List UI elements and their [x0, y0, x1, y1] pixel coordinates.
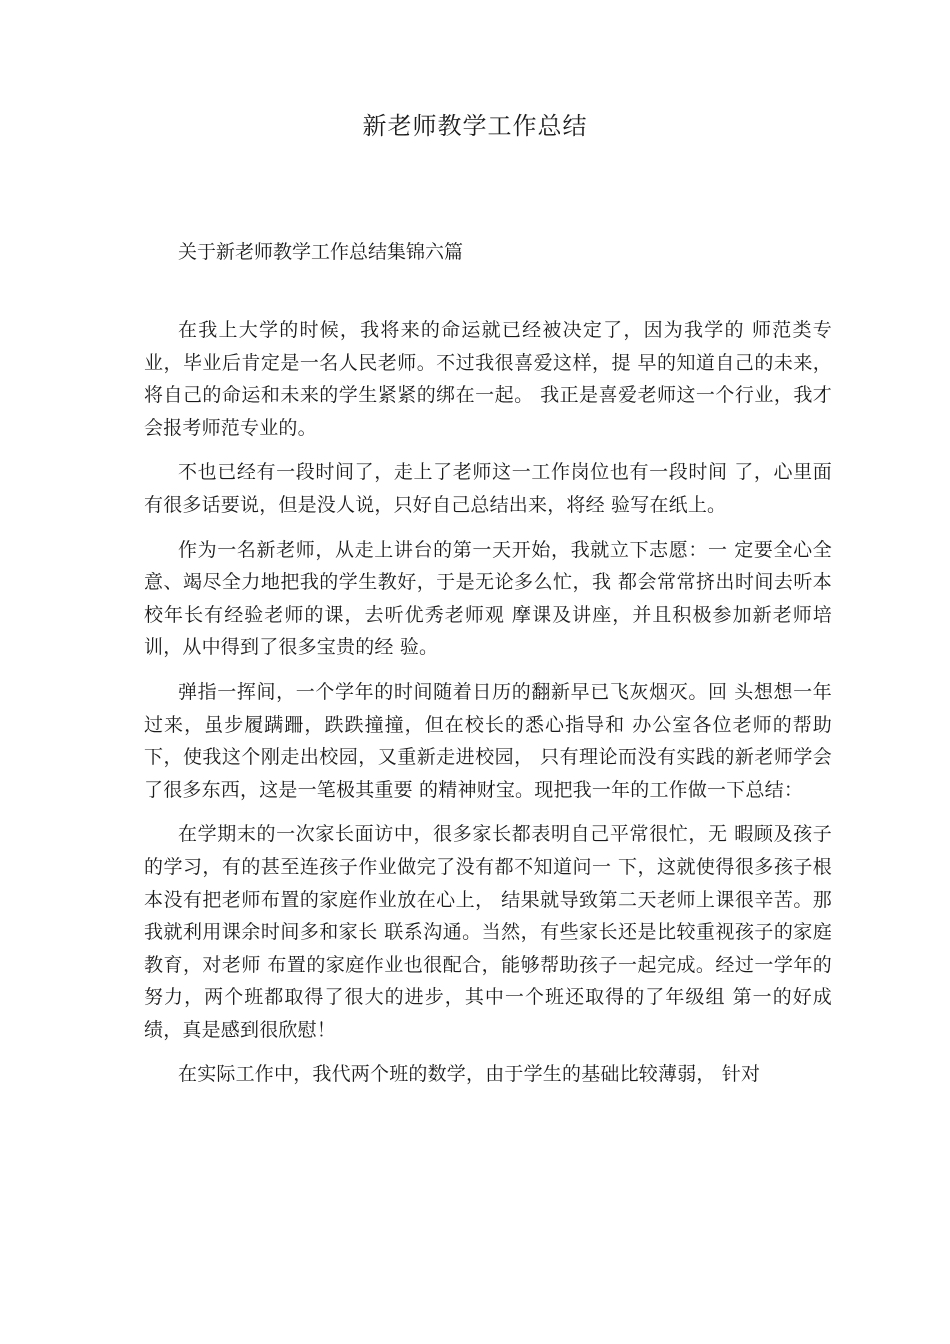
paragraph: 在实际工作中，我代两个班的数学，由于学生的基础比较薄弱， 针对 [178, 1063, 761, 1086]
paragraph: 在我上大学的时候，我将来的命运就已经被决定了，因为我学的 师范类专业，毕业后肯定是一名人民老师。不过我很喜爱这样，提 早的知道自己的未来，将自己的命运和未来的学生紧紧的绑在一起。 我正是喜爱老师这一个行业，我才会报考师范专业的。 [144, 319, 832, 439]
paragraph: 不也已经有一段时间了，走上了老师这一工作岗位也有一段时间 了，心里面有很多话要说，但是没人说，只好自己总结出来，将经 验写在纸上。 [144, 461, 832, 516]
paragraph: 弹指一挥间，一个学年的时间随着日历的翻新早已飞灰烟灭。回 头想想一年过来，虽步履蹒跚，跌跌撞撞，但在校长的悉心指导和 办公室各位老师的帮助下，使我这个刚走出校园，又重新走进校园， 只有理论而没有实践的新老师学会了很多东西，这是一笔极其重要 的精神财宝。现把我一年的工作做一下总结： [144, 680, 832, 801]
document-title: 新老师教学工作总结 [362, 112, 588, 140]
paragraph: 作为一名新老师，从走上讲台的第一天开始，我就立下志愿：一 定要全心全意、竭尽全力地把我的学生教好，于是无论多么忙，我 都会常常挤出时间去听本校年长有经验老师的课，去听优秀老师观 摩课及讲座，并且积极参加新老师培训，从中得到了很多宝贵的经 验。 [144, 538, 832, 659]
paragraph: 在学期末的一次家长面访中，很多家长都表明自己平常很忙，无 暇顾及孩子的学习，有的甚至连孩子作业做完了没有都不知道问一 下，这就使得很多孩子根本没有把老师布置的家庭作业放在心上， 结果就导致第二天老师上课很辛苦。那我就利用课余时间多和家长 联系沟通。当然，有些家长还是比较重视孩子的家庭教育，对老师 布置的家庭作业也很配合，能够帮助孩子一起完成。经过一学年的 努力，两个班都取得了很大的进步，其中一个班还取得的了年级组 第一的好成绩，真是感到很欣慰！ [144, 823, 832, 1041]
document-body [144, 314, 832, 1103]
document-subtitle: 关于新老师教学工作总结集锦六篇 [178, 241, 464, 263]
